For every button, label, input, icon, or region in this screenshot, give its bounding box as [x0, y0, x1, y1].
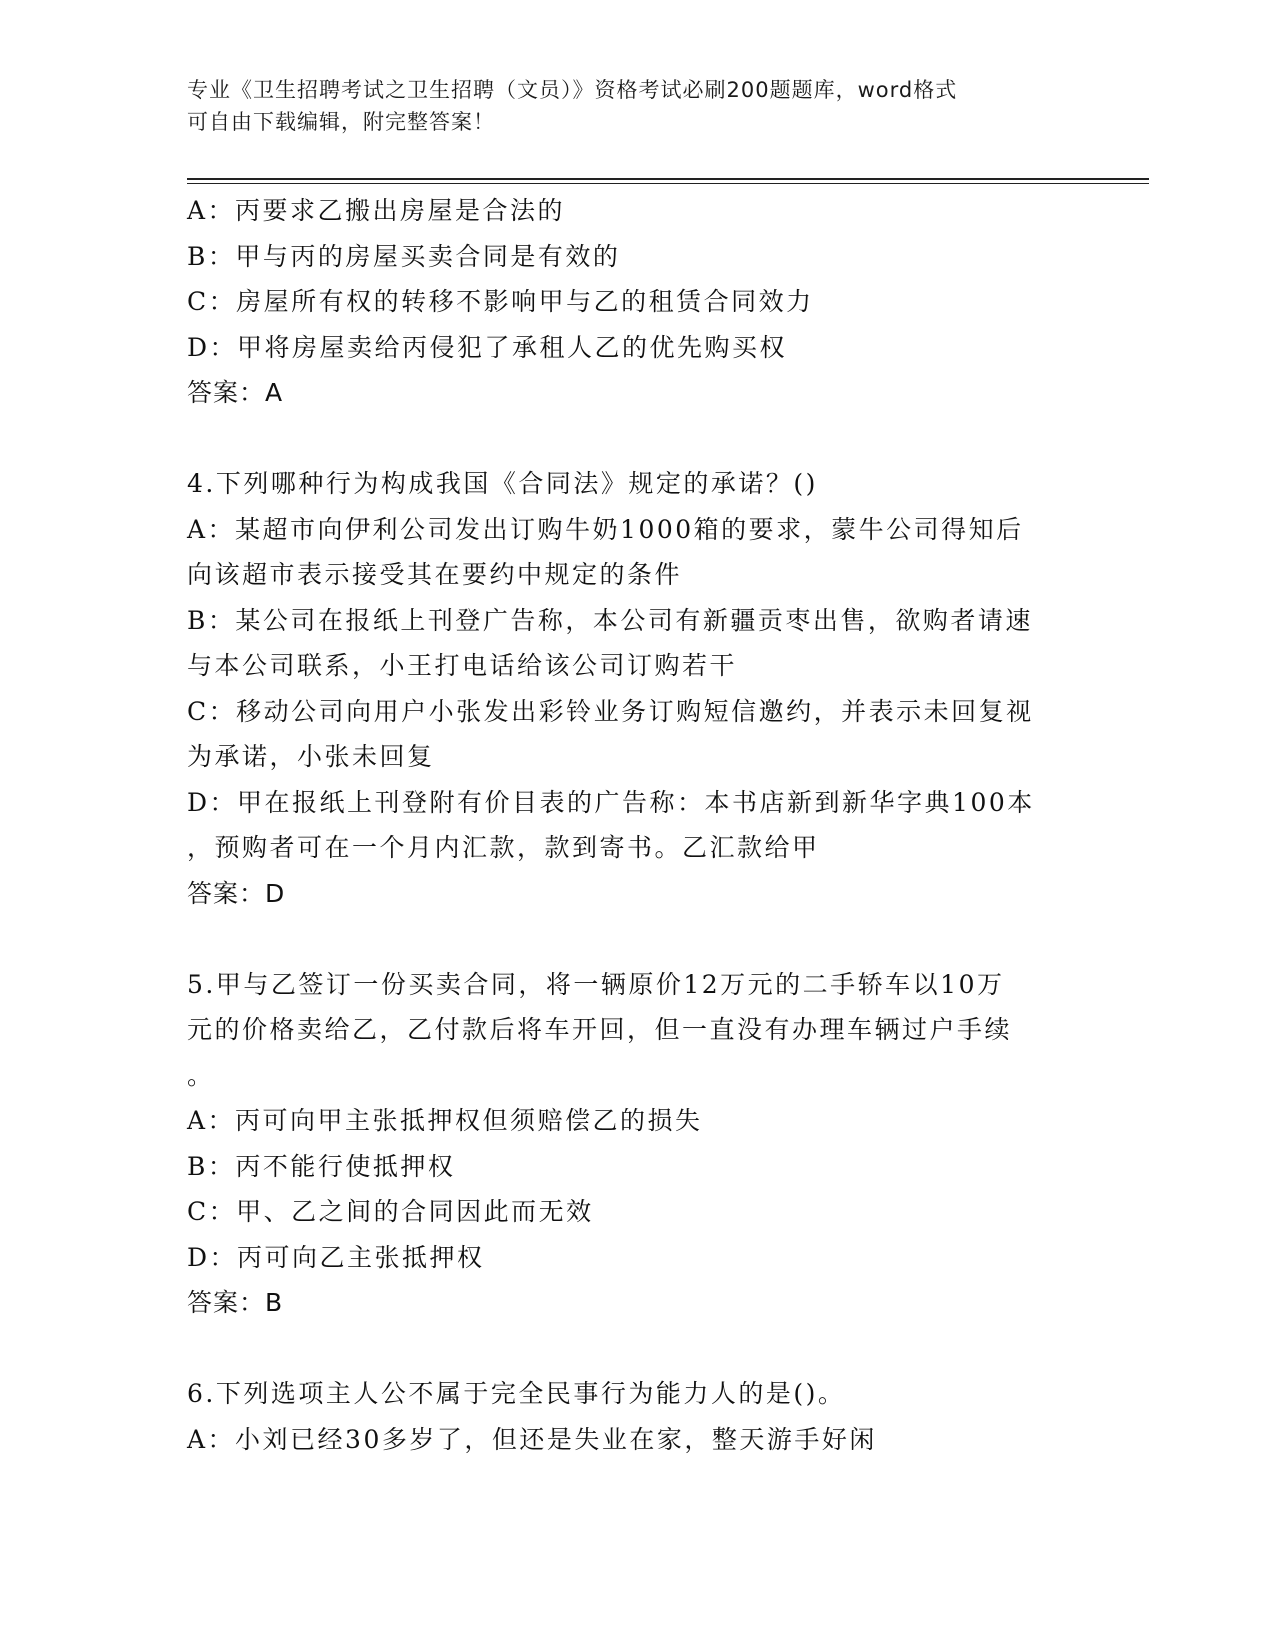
option-b-cont: 与本公司联系，小王打电话给该公司订购若干 [187, 651, 738, 680]
option-d: D：甲在报纸上刊登附有价目表的广告称：本书店新到新华字典100本 [187, 787, 1035, 817]
question-stem-end: 。 [187, 1060, 215, 1090]
answer-label: 答案：A [187, 378, 284, 407]
header-rule-thick [187, 178, 1149, 180]
question-6 [187, 1371, 1067, 1462]
question-list [187, 188, 1067, 1462]
question-3 [187, 188, 1067, 416]
option-b: B：某公司在报纸上刊登广告称，本公司有新疆贡枣出售，欲购者请速 [187, 605, 1033, 635]
document-header [187, 74, 1067, 138]
question-stem: 6.下列选项主人公不属于完全民事行为能力人的是()。 [187, 1379, 846, 1408]
header-rule-thin [187, 183, 1149, 184]
option-d: D：甲将房屋卖给丙侵犯了承租人乙的优先购买权 [187, 332, 788, 362]
option-c: C：移动公司向用户小张发出彩铃业务订购短信邀约，并表示未回复视 [187, 696, 1034, 726]
option-c: C：甲、乙之间的合同因此而无效 [187, 1197, 594, 1226]
option-c: C：房屋所有权的转移不影响甲与乙的租赁合同效力 [187, 287, 814, 316]
option-a: A：某超市向伊利公司发出订购牛奶1000箱的要求，蒙牛公司得知后 [187, 514, 1024, 544]
question-stem-cont: 元的价格卖给乙，乙付款后将车开回，但一直没有办理车辆过户手续 [187, 1015, 1013, 1044]
header-line-1: 专业《卫生招聘考试之卫生招聘（文员）》资格考试必刷200题题库，word格式 [187, 78, 958, 102]
question-stem: 5.甲与乙签订一份买卖合同，将一辆原价12万元的二手轿车以10万 [187, 969, 1005, 999]
question-4 [187, 461, 1067, 916]
header-line-2: 可自由下载编辑，附完整答案！ [187, 110, 495, 134]
option-c-cont: 为承诺，小张未回复 [187, 742, 435, 771]
option-a: A：丙可向甲主张抵押权但须赔偿乙的损失 [187, 1106, 703, 1135]
option-d: D：丙可向乙主张抵押权 [187, 1242, 485, 1272]
option-b: B：丙不能行使抵押权 [187, 1151, 456, 1181]
question-5 [187, 962, 1067, 1326]
spacer [187, 1326, 1067, 1372]
question-stem: 4.下列哪种行为构成我国《合同法》规定的承诺？() [187, 469, 818, 498]
answer-label: 答案：B [187, 1288, 284, 1317]
option-a: A：小刘已经30多岁了，但还是失业在家，整天游手好闲 [187, 1424, 877, 1454]
option-a: A：丙要求乙搬出房屋是合法的 [187, 196, 566, 225]
option-a-cont: 向该超市表示接受其在要约中规定的条件 [187, 560, 683, 589]
spacer [187, 916, 1067, 962]
option-d-cont: ，预购者可在一个月内汇款，款到寄书。乙汇款给甲 [187, 833, 820, 862]
option-b: B：甲与丙的房屋买卖合同是有效的 [187, 241, 621, 271]
answer-label: 答案：D [187, 878, 286, 908]
spacer [187, 416, 1067, 462]
